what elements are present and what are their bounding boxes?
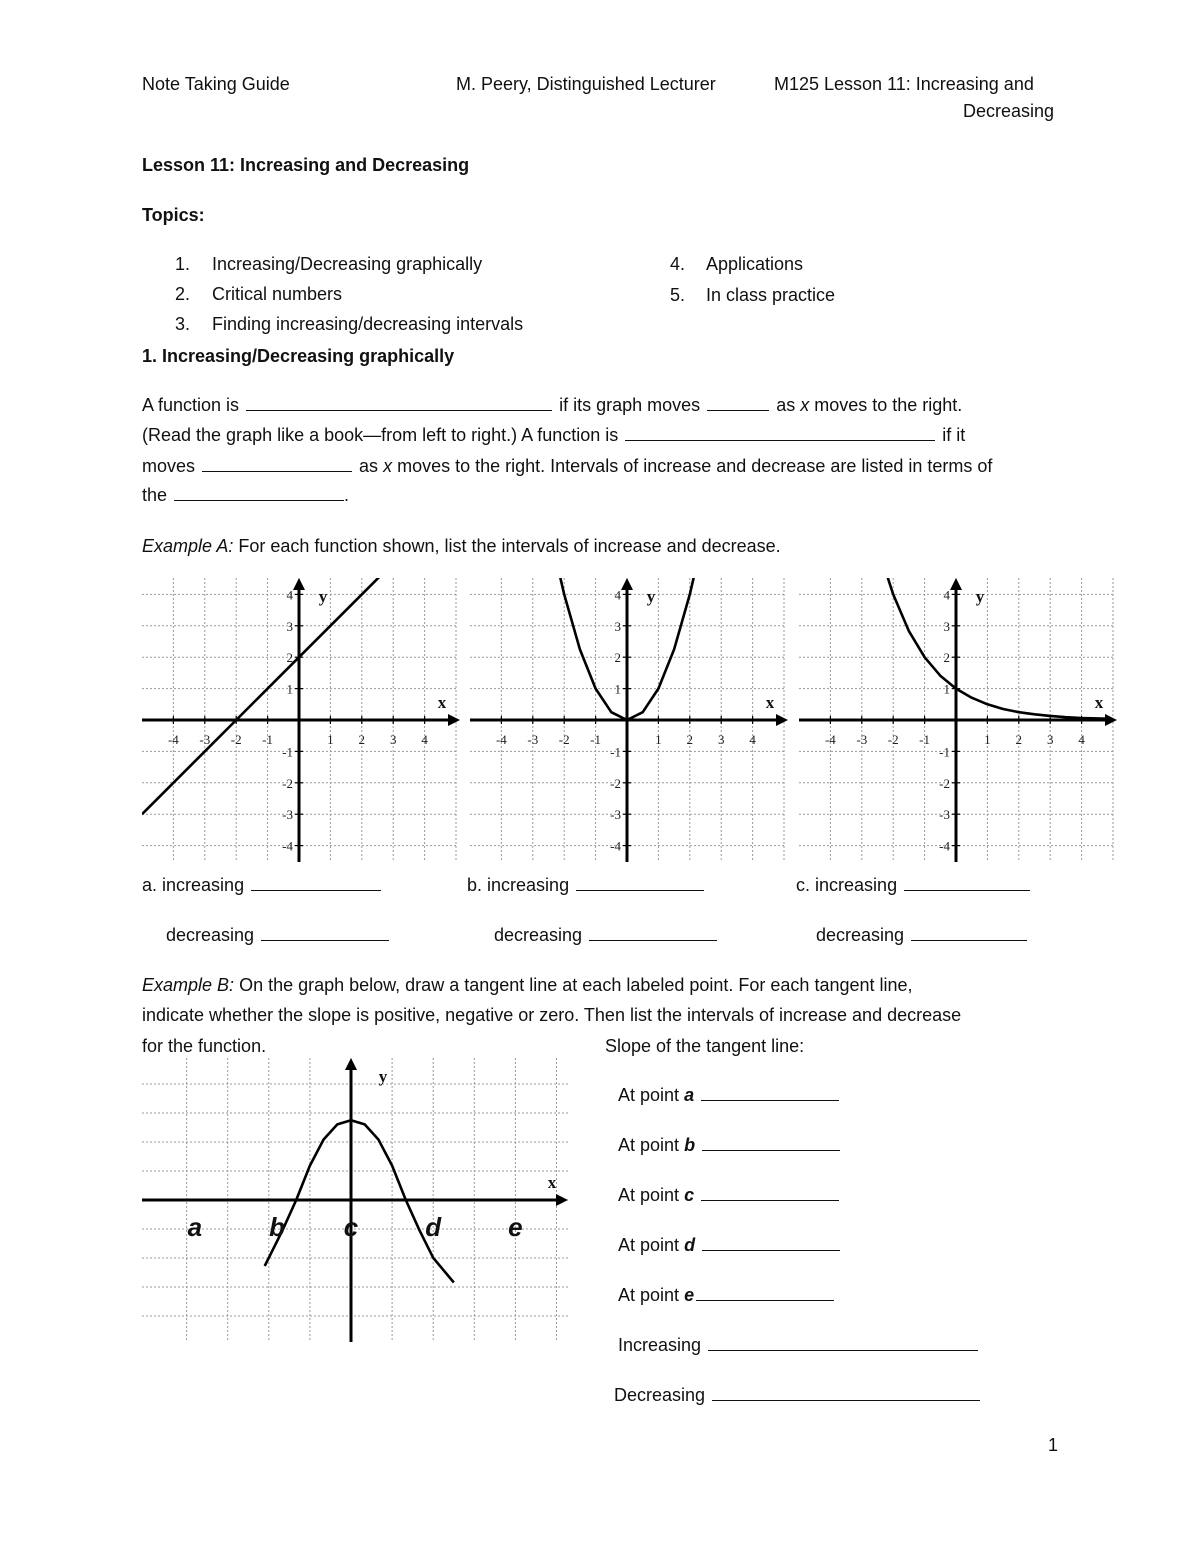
text: moves to the right. Intervals of increase and decrease are listed in terms of [397,456,993,476]
y-tick-label: -3 [610,807,621,823]
topic-num-4: 4. [670,254,686,274]
x-tick-label: -3 [527,732,539,747]
at-point-label: At point [618,1285,680,1305]
header-right-line1: M125 Lesson 11: Increasing and [774,74,1034,94]
y-axis-arrow-icon [621,578,633,590]
x-axis-label: x [547,1173,557,1192]
slope-point-d [618,1234,842,1256]
y-tick-label: -1 [610,744,621,760]
answer-label: decreasing [166,925,255,945]
blank[interactable] [702,1135,840,1151]
text: moves [142,456,196,476]
y-axis-arrow-icon [345,1058,357,1070]
section1-line1 [142,394,962,416]
at-point-label: At point [618,1085,680,1105]
point-label-b: b [269,1212,285,1242]
x-tick-label: 3 [389,732,397,747]
x-tick-label: -1 [919,732,931,747]
topics-heading: Topics: [142,205,205,225]
topic-num-5: 5. [670,285,686,305]
y-tick-label: 2 [286,650,293,666]
exampleB-label: Example B: [142,975,235,995]
blank[interactable] [696,1285,834,1301]
answer-label: increasing [162,875,245,895]
y-tick-label: -2 [282,775,293,791]
y-tick-label: -2 [610,775,621,791]
blank[interactable] [251,875,381,891]
x-tick-label: -1 [262,732,274,747]
text: (Read the graph like a book—from left to right.) A function is [142,425,619,445]
graph-c-exponential [799,578,1117,862]
slope-point-b [618,1134,842,1156]
blank[interactable] [589,925,717,941]
answer-letter: b. [467,875,483,895]
x-axis-arrow-icon [448,714,460,726]
y-tick-label: 1 [614,681,621,697]
y-tick-label: -4 [939,838,950,854]
topic-num-3: 3. [175,314,191,334]
page-number: 1 [1048,1435,1059,1455]
x-tick-label: -3 [199,732,211,747]
exampleB-line1 [142,974,913,996]
exampleB-text: On the graph below, draw a tangent line at each labeled point. For each tangent line, [239,975,913,995]
x-tick-label: 3 [1046,732,1054,747]
blank[interactable] [904,875,1030,891]
y-tick-label: 4 [943,587,950,603]
answer-b-decreasing [494,924,719,946]
point-letter: d [684,1235,696,1255]
y-tick-label: 2 [943,650,950,666]
var-x: x [383,456,393,476]
graph-b-parabola [470,578,788,862]
blank[interactable] [576,875,704,891]
x-tick-label: 1 [655,732,662,747]
blank-direction-2[interactable] [202,456,352,472]
function-curve [884,566,1107,719]
section1-heading: 1. Increasing/Decreasing graphically [142,346,455,366]
header-right-line2: Decreasing [963,101,1055,121]
blank[interactable] [701,1185,839,1201]
text: if its graph moves [559,395,701,415]
answer-letter: c. [796,875,811,895]
at-point-label: At point [618,1185,680,1205]
slope-point-a [618,1084,841,1106]
y-tick-label: -2 [939,775,950,791]
x-tick-label: 4 [749,732,756,747]
answer-label: increasing [815,875,898,895]
x-tick-label: 3 [717,732,725,747]
graph-a-linear [142,578,460,862]
answer-a-decreasing [166,924,391,946]
point-label-a: a [187,1212,203,1242]
x-axis-arrow-icon [1105,714,1117,726]
at-point-label: At point [618,1135,680,1155]
section1-line2 [142,424,965,446]
y-tick-label: 2 [614,650,621,666]
answer-a-increasing [142,874,383,896]
topic-label-5: In class practice [706,285,836,305]
y-tick-label: -3 [282,807,293,823]
point-label-d: d [425,1212,442,1242]
y-tick-label: -4 [282,838,293,854]
blank[interactable] [911,925,1027,941]
text: as [776,395,796,415]
y-tick-label: 3 [943,618,950,634]
blank[interactable] [702,1235,840,1251]
point-letter: e [684,1285,695,1305]
x-tick-label: 2 [686,732,694,747]
blank[interactable] [712,1385,980,1401]
topic-label-1: Increasing/Decreasing graphically [212,254,483,274]
lesson-title: Lesson 11: Increasing and Decreasing [142,155,470,175]
x-tick-label: -4 [495,732,507,747]
y-axis-label: y [646,587,656,606]
y-tick-label: 4 [286,587,293,603]
decreasing-answer [614,1384,982,1406]
y-axis-label: y [975,587,985,606]
y-tick-label: 3 [614,618,621,634]
section1-line3 [142,455,992,477]
blank[interactable] [708,1335,978,1351]
answer-label: increasing [487,875,570,895]
x-tick-label: 2 [1015,732,1023,747]
section1-line4 [142,484,349,506]
exampleA-label: Example A: [142,536,234,556]
answer-label: decreasing [816,925,905,945]
x-tick-label: 4 [1078,732,1085,747]
y-tick-label: 4 [614,587,621,603]
header-center: M. Peery, Distinguished Lecturer [456,74,716,94]
y-tick-label: -3 [939,807,950,823]
y-tick-label: 3 [286,618,293,634]
answer-b-increasing [467,874,706,896]
x-tick-label: -2 [887,732,899,747]
x-axis-arrow-icon [776,714,788,726]
answer-c-decreasing [816,924,1029,946]
blank-decreasing[interactable] [625,425,935,441]
x-tick-label: 1 [984,732,991,747]
x-tick-label: -1 [590,732,602,747]
y-axis-label: y [378,1067,388,1086]
point-letter: a [684,1085,695,1105]
answer-letter: a. [142,875,158,895]
y-tick-label: 1 [286,681,293,697]
blank-terms[interactable] [174,485,344,501]
y-tick-label: -1 [282,744,293,760]
x-tick-label: -3 [856,732,868,747]
text: moves to the right. [814,395,963,415]
at-point-label: At point [618,1235,680,1255]
exampleA-text: For each function shown, list the intervals of increase and decrease. [238,536,781,556]
x-tick-label: 1 [327,732,334,747]
point-letter: b [684,1135,696,1155]
answer-label: decreasing [494,925,583,945]
text: if it [942,425,966,445]
x-tick-label: 2 [358,732,366,747]
y-tick-label: 1 [943,681,950,697]
exampleB-line3: for the function. [142,1036,267,1056]
exampleB-line2: indicate whether the slope is positive, negative or zero. Then list the intervals of increase and decrease [142,1005,962,1025]
x-tick-label: -2 [558,732,570,747]
blank-increasing[interactable] [246,395,552,411]
blank[interactable] [701,1085,839,1101]
increasing-answer [618,1334,980,1356]
y-axis-arrow-icon [950,578,962,590]
x-tick-label: 4 [421,732,428,747]
text: as [359,456,379,476]
answer-c-increasing [796,874,1032,896]
decreasing-label: Decreasing [614,1385,706,1405]
topic-num-2: 2. [175,284,191,304]
header-left: Note Taking Guide [142,74,290,94]
point-label-e: e [508,1212,523,1242]
point-letter: c [684,1185,695,1205]
x-axis-arrow-icon [556,1194,568,1206]
slope-point-c [618,1184,841,1206]
x-axis-label: x [437,693,447,712]
blank[interactable] [261,925,389,941]
exampleA-intro [142,535,781,557]
point-label-c: c [343,1212,359,1242]
y-tick-label: -4 [610,838,621,854]
text: . [344,485,350,505]
text: A function is [142,395,240,415]
topic-label-4: Applications [706,254,804,274]
x-tick-label: -4 [167,732,179,747]
x-tick-label: -4 [824,732,836,747]
text: the [142,485,168,505]
graph-sine [142,1058,568,1342]
y-tick-label: -1 [939,744,950,760]
topic-label-3: Finding increasing/decreasing intervals [212,314,524,334]
y-axis-label: y [318,587,328,606]
topic-label-2: Critical numbers [212,284,343,304]
blank-direction[interactable] [707,395,769,411]
increasing-label: Increasing [618,1335,702,1355]
x-axis-label: x [1094,693,1104,712]
var-x: x [800,395,810,415]
slope-heading: Slope of the tangent line: [605,1036,805,1056]
y-axis-arrow-icon [293,578,305,590]
x-tick-label: -2 [230,732,242,747]
slope-point-e [618,1284,836,1306]
x-axis-label: x [765,693,775,712]
topic-num-1: 1. [175,254,191,274]
